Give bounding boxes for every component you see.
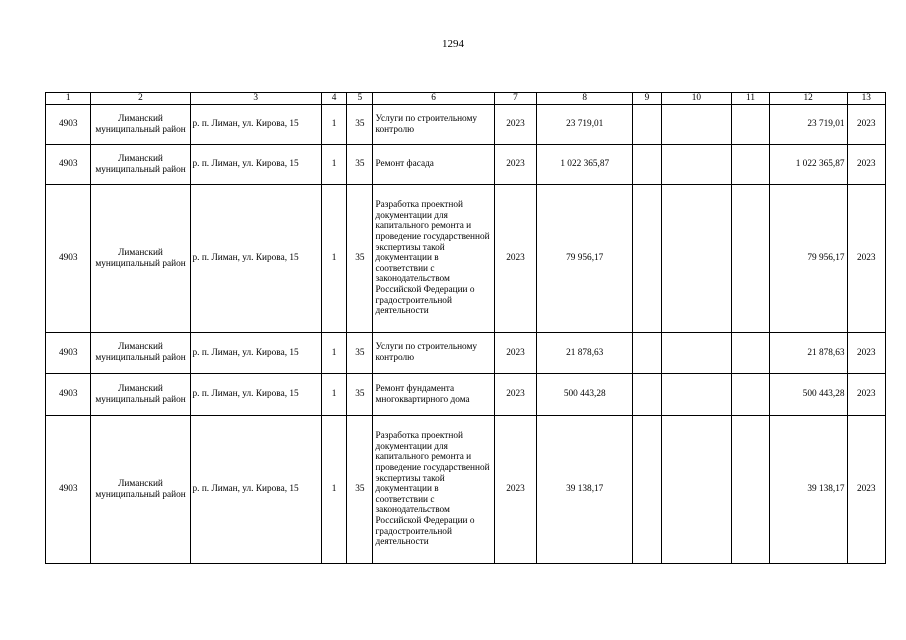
cell-col10 xyxy=(661,374,732,416)
header-cell: 7 xyxy=(494,93,536,105)
cell-col11 xyxy=(732,333,769,374)
cell-total: 500 443,28 xyxy=(537,374,633,416)
cell-col11 xyxy=(732,185,769,333)
header-cell: 11 xyxy=(732,93,769,105)
cell-end-year: 2023 xyxy=(847,374,885,416)
cell-year: 2023 xyxy=(494,416,536,564)
cell-col9 xyxy=(633,145,661,185)
cell-address: р. п. Лиман, ул. Кирова, 15 xyxy=(190,185,321,333)
header-cell: 5 xyxy=(347,93,373,105)
cell-col5: 35 xyxy=(347,145,373,185)
cell-address: р. п. Лиман, ул. Кирова, 15 xyxy=(190,145,321,185)
cell-col9 xyxy=(633,185,661,333)
cell-address: р. п. Лиман, ул. Кирова, 15 xyxy=(190,416,321,564)
cell-work-type: Разработка проектной документации для капитального ремонта и проведение государственной экспертизы такой документации в соответствии с законодательством Российской Федерации о градостроительной деятельности xyxy=(373,185,494,333)
cell-amount: 1 022 365,87 xyxy=(769,145,847,185)
cell-work-type: Услуги по строительному контролю xyxy=(373,333,494,374)
cell-district: Лиманский муниципальный район xyxy=(91,333,190,374)
cell-col4: 1 xyxy=(321,333,346,374)
header-cell: 12 xyxy=(769,93,847,105)
cell-total: 39 138,17 xyxy=(537,416,633,564)
table-header-row xyxy=(46,93,886,105)
cell-col5: 35 xyxy=(347,105,373,145)
cell-district: Лиманский муниципальный район xyxy=(91,145,190,185)
cell-total: 79 956,17 xyxy=(537,185,633,333)
cell-year: 2023 xyxy=(494,185,536,333)
cell-work-type: Услуги по строительному контролю xyxy=(373,105,494,145)
cell-year: 2023 xyxy=(494,374,536,416)
cell-address: р. п. Лиман, ул. Кирова, 15 xyxy=(190,374,321,416)
header-cell: 8 xyxy=(537,93,633,105)
cell-col5: 35 xyxy=(347,185,373,333)
cell-col4: 1 xyxy=(321,374,346,416)
cell-total: 21 878,63 xyxy=(537,333,633,374)
cell-col10 xyxy=(661,333,732,374)
page-number: 1294 xyxy=(442,38,464,50)
cell-col9 xyxy=(633,374,661,416)
cell-code: 4903 xyxy=(46,105,91,145)
table-row xyxy=(46,333,886,374)
cell-col5: 35 xyxy=(347,374,373,416)
header-cell: 9 xyxy=(633,93,661,105)
cell-col9 xyxy=(633,416,661,564)
cell-district: Лиманский муниципальный район xyxy=(91,105,190,145)
cell-col11 xyxy=(732,105,769,145)
cell-end-year: 2023 xyxy=(847,185,885,333)
cell-total: 1 022 365,87 xyxy=(537,145,633,185)
cell-year: 2023 xyxy=(494,333,536,374)
cell-col10 xyxy=(661,185,732,333)
table-row xyxy=(46,105,886,145)
header-cell: 3 xyxy=(190,93,321,105)
cell-amount: 23 719,01 xyxy=(769,105,847,145)
cell-col9 xyxy=(633,105,661,145)
cell-col10 xyxy=(661,145,732,185)
header-cell: 10 xyxy=(661,93,732,105)
cell-col11 xyxy=(732,416,769,564)
cell-code: 4903 xyxy=(46,374,91,416)
cell-col4: 1 xyxy=(321,416,346,564)
table-row xyxy=(46,374,886,416)
cell-code: 4903 xyxy=(46,185,91,333)
cell-col4: 1 xyxy=(321,185,346,333)
cell-year: 2023 xyxy=(494,105,536,145)
cell-amount: 21 878,63 xyxy=(769,333,847,374)
cell-col11 xyxy=(732,145,769,185)
cell-amount: 39 138,17 xyxy=(769,416,847,564)
cell-col10 xyxy=(661,105,732,145)
cell-col10 xyxy=(661,416,732,564)
header-cell: 13 xyxy=(847,93,885,105)
table-row xyxy=(46,185,886,333)
cell-col9 xyxy=(633,333,661,374)
header-cell: 1 xyxy=(46,93,91,105)
cell-year: 2023 xyxy=(494,145,536,185)
cell-col4: 1 xyxy=(321,145,346,185)
cell-end-year: 2023 xyxy=(847,145,885,185)
cell-code: 4903 xyxy=(46,333,91,374)
header-cell: 2 xyxy=(91,93,190,105)
table-row xyxy=(46,416,886,564)
table-row xyxy=(46,145,886,185)
cell-amount: 79 956,17 xyxy=(769,185,847,333)
cell-work-type: Ремонт фундамента многоквартирного дома xyxy=(373,374,494,416)
cell-work-type: Ремонт фасада xyxy=(373,145,494,185)
cell-col5: 35 xyxy=(347,416,373,564)
cell-address: р. п. Лиман, ул. Кирова, 15 xyxy=(190,333,321,374)
cell-district: Лиманский муниципальный район xyxy=(91,374,190,416)
cell-district: Лиманский муниципальный район xyxy=(91,416,190,564)
cell-end-year: 2023 xyxy=(847,105,885,145)
cell-district: Лиманский муниципальный район xyxy=(91,185,190,333)
cell-col11 xyxy=(732,374,769,416)
cell-col4: 1 xyxy=(321,105,346,145)
cell-code: 4903 xyxy=(46,416,91,564)
cell-amount: 500 443,28 xyxy=(769,374,847,416)
cell-end-year: 2023 xyxy=(847,333,885,374)
cell-total: 23 719,01 xyxy=(537,105,633,145)
cell-end-year: 2023 xyxy=(847,416,885,564)
cell-address: р. п. Лиман, ул. Кирова, 15 xyxy=(190,105,321,145)
header-cell: 6 xyxy=(373,93,494,105)
cell-col5: 35 xyxy=(347,333,373,374)
data-table xyxy=(45,92,886,564)
cell-code: 4903 xyxy=(46,145,91,185)
header-cell: 4 xyxy=(321,93,346,105)
cell-work-type: Разработка проектной документации для капитального ремонта и проведение государственной экспертизы такой документации в соответствии с законодательством Российской Федерации о градостроительной деятельности xyxy=(373,416,494,564)
